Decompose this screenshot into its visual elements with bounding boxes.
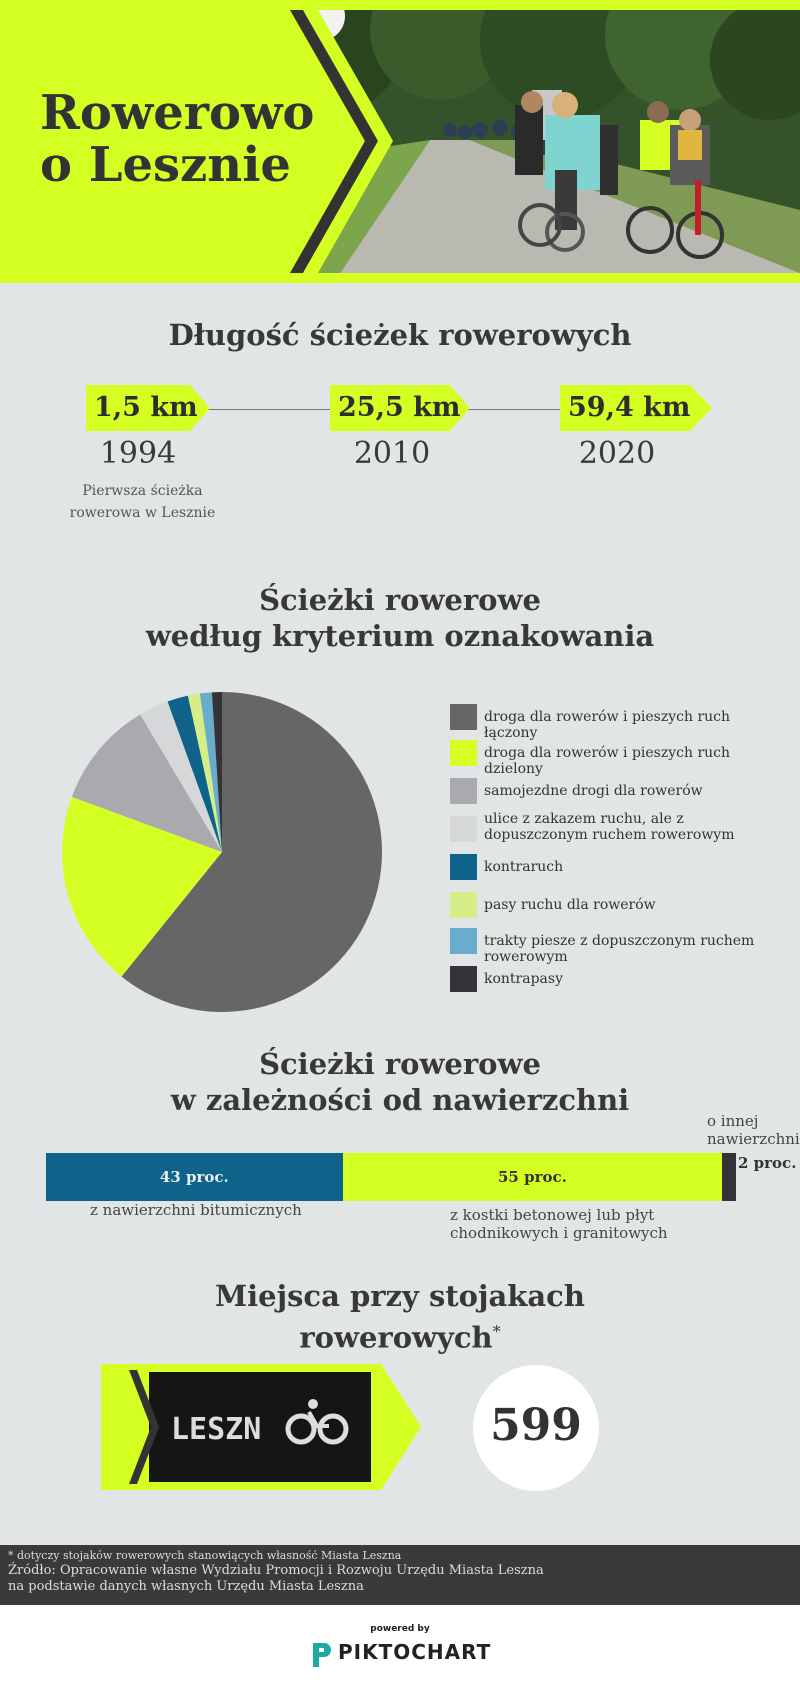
title-line-2: o Lesznie xyxy=(40,136,291,193)
pie-title-line-1: Ścieżki rowerowe xyxy=(259,583,541,617)
timeline-year: 1994 xyxy=(99,436,177,471)
legend-item xyxy=(450,928,790,965)
page-title xyxy=(40,85,315,193)
pie-chart-title xyxy=(0,582,800,654)
surface-bar-caption: z kostki betonowej lub płyt chodnikowych i granitowych xyxy=(450,1206,668,1242)
legend-swatch xyxy=(450,778,477,804)
racks-asterisk: * xyxy=(492,1322,501,1341)
legend-label: droga dla rowerów i pieszych ruch dzielony xyxy=(484,745,731,777)
legend-swatch xyxy=(450,816,477,842)
surface-title-line-2: w zależności od nawierzchni xyxy=(170,1083,630,1117)
legend-label: kontrapasy xyxy=(484,971,563,987)
timeline-year: 2020 xyxy=(578,436,656,471)
racks-count: 599 xyxy=(490,1400,582,1451)
timeline-connector xyxy=(205,409,331,410)
timeline-value: 25,5 km xyxy=(338,392,461,423)
racks-title xyxy=(0,1278,800,1356)
surface-bar-caption: o innej nawierzchni xyxy=(707,1112,800,1148)
header-banner xyxy=(0,0,800,283)
timeline-note: Pierwsza ścieżka rowerowa w Lesznie xyxy=(69,483,216,521)
pie-title-line-2: według kryterium oznakowania xyxy=(145,619,655,653)
timeline-value: 1,5 km xyxy=(94,392,198,423)
piktochart-logo-icon[interactable] xyxy=(310,1640,332,1670)
surface-bar-value: 55 proc. xyxy=(498,1168,567,1186)
timeline-year: 2010 xyxy=(353,436,431,471)
legend-swatch xyxy=(450,704,477,730)
legend-item xyxy=(450,811,790,844)
legend-swatch xyxy=(450,928,477,954)
footnote: * dotyczy stojaków rowerowych stanowiących własność Miasta Leszna xyxy=(8,1549,402,1562)
legend-label: ulice z zakazem ruchu, ale z dopuszczonym ruchem rowerowym xyxy=(484,811,735,843)
surface-bar-value: 2 proc. xyxy=(738,1154,797,1172)
legend-swatch xyxy=(450,966,477,992)
racks-title-line-1: Miejsca przy stojakach xyxy=(215,1279,585,1313)
legend-label: pasy ruchu dla rowerów xyxy=(484,897,656,913)
legend-item xyxy=(450,966,790,994)
surface-chart-title xyxy=(0,1046,800,1118)
legend-label: kontraruch xyxy=(484,859,564,875)
surface-bar-caption: z nawierzchni bitumicznych xyxy=(90,1201,302,1219)
surface-title-line-1: Ścieżki rowerowe xyxy=(259,1047,541,1081)
legend-item xyxy=(450,854,790,882)
legend-swatch xyxy=(450,740,477,766)
timeline-badge xyxy=(560,385,712,431)
logo-lettering: LESZN xyxy=(171,1412,262,1447)
legend-item xyxy=(450,740,790,777)
racks-title-line-2: rowerowych* xyxy=(299,1320,501,1355)
title-line-1: Rowerowo xyxy=(40,85,315,141)
legend-label: samojezdne drogi dla rowerów xyxy=(484,783,703,799)
pie-chart xyxy=(60,690,385,1015)
legend-item xyxy=(450,778,790,806)
source-line-2: na podstawie danych własnych Urzędu Miasta Leszna xyxy=(8,1579,364,1594)
surface-bar-segment xyxy=(722,1153,736,1201)
timeline-value: 59,4 km xyxy=(568,392,691,423)
legend-swatch xyxy=(450,892,477,918)
timeline-title: Długość ścieżek rowerowych xyxy=(168,318,632,352)
source-line-1: Źródło: Opracowanie własne Wydziału Promocji i Rozwoju Urzędu Miasta Leszna xyxy=(8,1563,544,1578)
leszno-logo-panel xyxy=(101,1364,421,1490)
legend-label: droga dla rowerów i pieszych ruch łączony xyxy=(484,709,731,741)
footer-source xyxy=(0,1545,800,1605)
piktochart-brand[interactable]: PIKTOCHART xyxy=(338,1640,492,1664)
powered-by-label: powered by xyxy=(370,1624,430,1634)
legend-label: trakty piesze z dopuszczonym ruchem rowerowym xyxy=(484,933,755,965)
surface-bar-value: 43 proc. xyxy=(159,1168,229,1186)
legend-item xyxy=(450,704,790,741)
legend-swatch xyxy=(450,854,477,880)
legend-item xyxy=(450,892,790,920)
timeline-connector xyxy=(465,409,560,410)
timeline-badge xyxy=(330,385,470,431)
timeline-badge xyxy=(86,385,210,431)
